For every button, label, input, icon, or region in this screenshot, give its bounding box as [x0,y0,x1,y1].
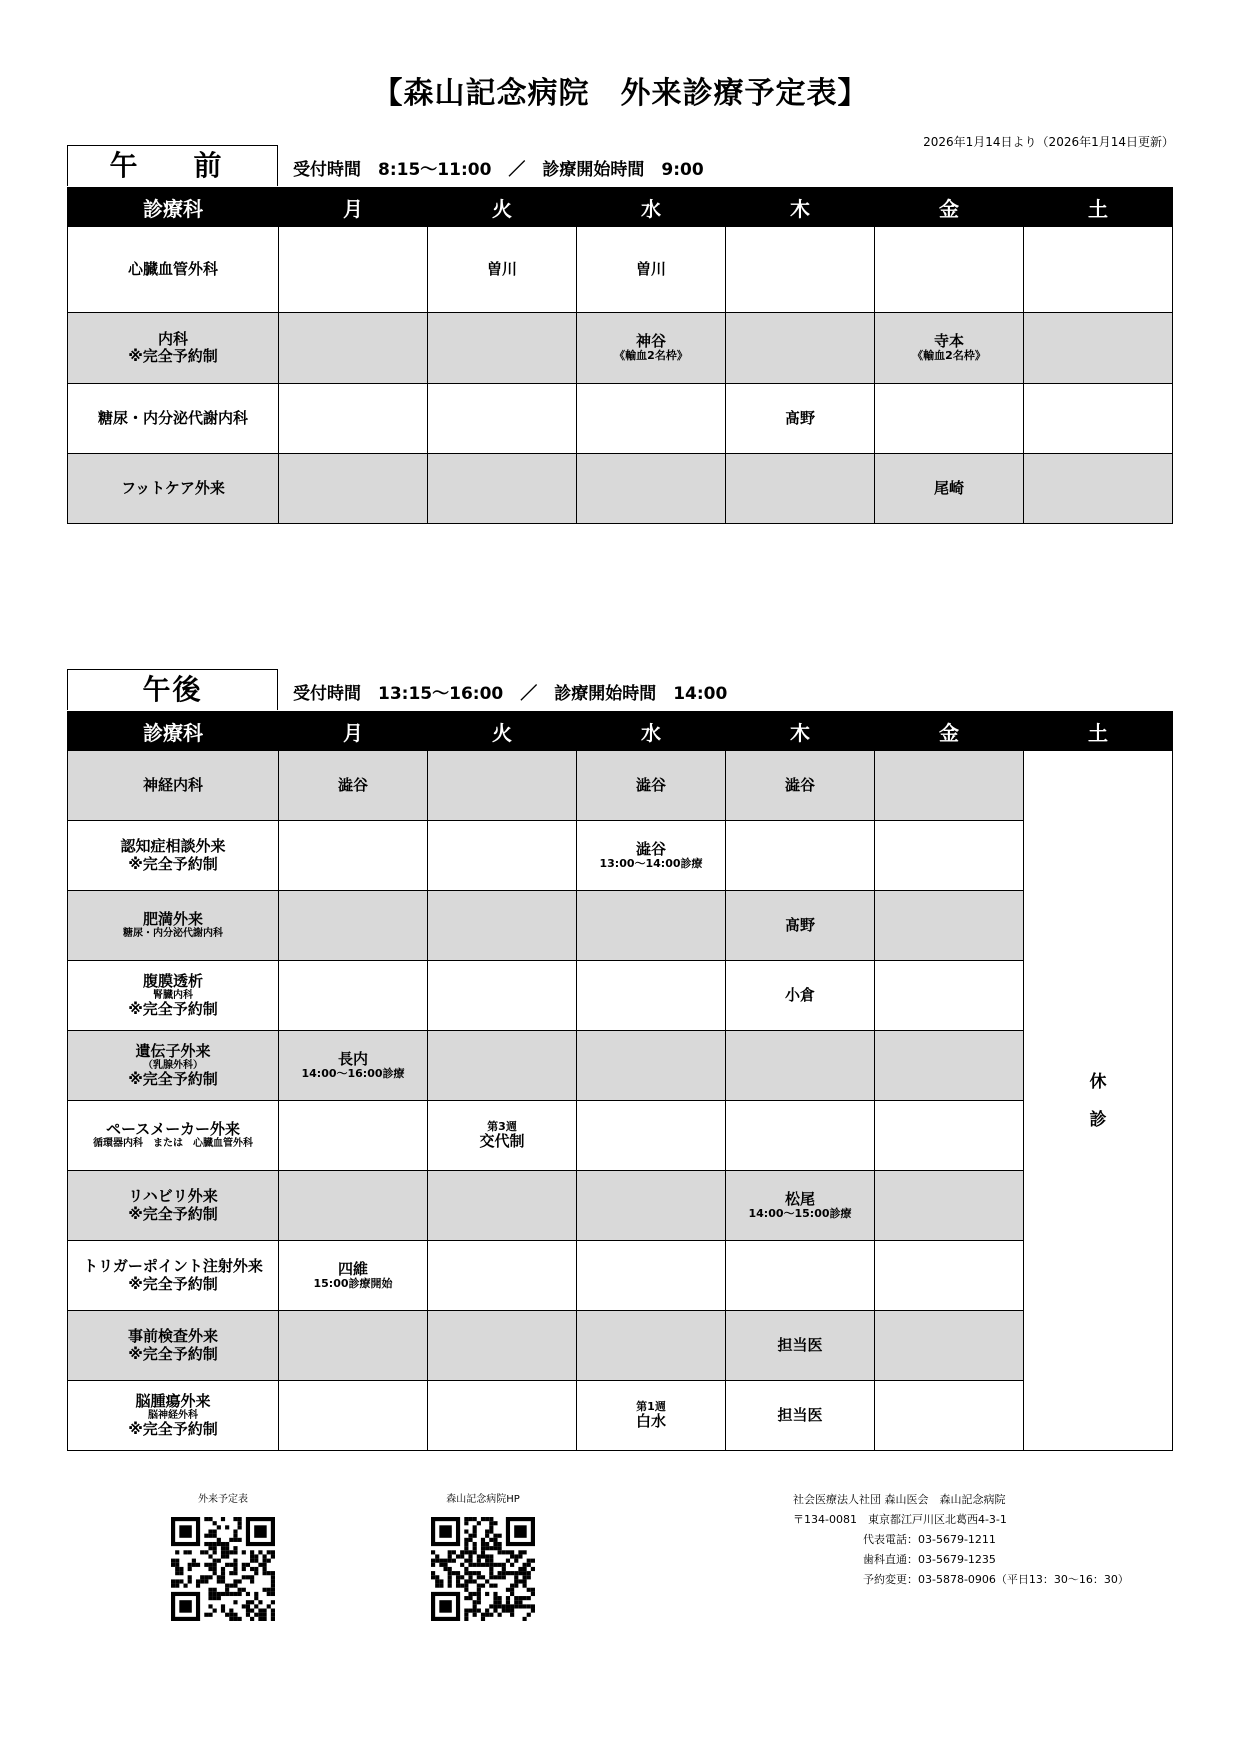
day-header: 木 [726,712,875,751]
doctor-cell [428,751,577,821]
dept-note: ※完全予約制 [128,1000,218,1019]
doctor-cell [279,1031,428,1101]
dept-name: リハビリ外来 [128,1187,218,1206]
doctor-cell [428,313,577,384]
doctor-name: 松尾 [784,1189,815,1208]
doctor-cell [577,1171,726,1241]
doctor-cell [577,227,726,313]
doctor-cell [726,1311,875,1381]
doctor-cell [726,821,875,891]
afternoon-schedule [67,669,1173,1451]
table-row [68,751,1173,821]
doctor-cell [726,384,875,454]
day-header: 月 [279,188,428,227]
doctor-name: 交代制 [479,1132,525,1151]
doctor-name: 寺本 [933,332,964,351]
dept-name: 肥満外来 [142,910,203,929]
doctor-cell [875,1381,1024,1451]
doctor-cell [428,227,577,313]
doctor-name: 澁谷 [635,839,666,858]
doctor-note: 15:00診療開始 [313,1276,393,1290]
doctor-cell [577,961,726,1031]
saturday-closed-cell [1024,751,1173,1451]
doctor-cell [875,1311,1024,1381]
doctor-cell [726,454,875,524]
table-row [68,1171,1173,1241]
doctor-name: 澁谷 [635,775,666,794]
morning-session-info: 受付時間 8:15～11:00 ／ 診療開始時間 9:00 [293,160,704,180]
doctor-cell [428,961,577,1031]
day-header: 木 [726,188,875,227]
doctor-cell [875,821,1024,891]
table-row [68,821,1173,891]
table-row [68,384,1173,454]
doctor-cell [875,751,1024,821]
doctor-cell [577,821,726,891]
doctor-cell [577,751,726,821]
doctor-cell [279,751,428,821]
doctor-cell [577,313,726,384]
doctor-cell [279,384,428,454]
dept-cell [68,1101,279,1171]
dept-cell [68,751,279,821]
dept-name: 腹膜透析 [142,971,203,990]
day-header: 金 [875,188,1024,227]
doctor-cell [577,1311,726,1381]
day-header: 水 [577,712,726,751]
afternoon-header-row [68,712,1173,751]
morning-session-label: 午 前 [67,145,278,186]
doctor-name: 澁谷 [784,775,815,794]
doctor-note: 14:00～16:00診療 [301,1066,405,1080]
doctor-cell [279,891,428,961]
dept-header: 診療科 [68,712,279,751]
dept-name: 脳腫瘍外来 [135,1391,211,1410]
doctor-cell [279,313,428,384]
doctor-cell [577,454,726,524]
doctor-cell [875,313,1024,384]
dept-header: 診療科 [68,188,279,227]
dept-note: ※完全予約制 [128,347,218,365]
doctor-name: 曽川 [486,259,517,278]
qr-code-icon[interactable] [171,1517,275,1621]
week-note: 第1週 [636,1399,666,1413]
doctor-cell [428,821,577,891]
dept-note: ※完全予約制 [128,1204,218,1223]
week-note: 第3週 [487,1119,517,1133]
doctor-cell [428,1311,577,1381]
doctor-cell [428,1381,577,1451]
dept-name: トリガーポイント注射外来 [83,1257,263,1276]
doctor-cell [577,1031,726,1101]
qr-schedule-block [153,1490,293,1621]
table-row [68,454,1173,524]
doctor-cell [875,1101,1024,1171]
doctor-cell [726,313,875,384]
dept-cell [68,384,279,454]
table-row [68,1031,1173,1101]
dept-note: ※完全予約制 [128,1344,218,1363]
doctor-cell [279,1241,428,1311]
dept-name: 内科 [157,329,188,348]
doctor-cell [875,1171,1024,1241]
doctor-note: 《輸血2名枠》 [912,349,986,363]
address-reservation: 予約変更：03-5878-0906（平日13：30～16：30） [863,1573,1129,1586]
doctor-cell [726,1031,875,1101]
doctor-cell [428,1031,577,1101]
table-row [68,1311,1173,1381]
dept-name: 認知症相談外来 [120,837,226,856]
doctor-cell [279,1171,428,1241]
doctor-cell [1024,384,1173,454]
dept-name: フットケア外来 [121,478,225,497]
dept-note: ※完全予約制 [128,1420,218,1439]
address-dental: 歯科直通：03-5679-1235 [863,1553,996,1566]
morning-schedule [67,145,1173,524]
doctor-cell [875,454,1024,524]
doctor-cell [726,227,875,313]
day-header: 火 [428,188,577,227]
doctor-cell [577,1101,726,1171]
day-header: 金 [875,712,1024,751]
dept-cell [68,891,279,961]
qr-schedule-label: 外来予定表 [198,1494,248,1505]
doctor-name: 四維 [337,1259,368,1278]
update-date: 2026年1月14日より（2026年1月14日更新） [923,135,1174,149]
doctor-cell [875,1241,1024,1311]
doctor-cell [1024,227,1173,313]
doctor-name: 澁谷 [337,775,368,794]
doctor-cell [279,1101,428,1171]
qr-website-block [413,1490,553,1621]
table-row [68,313,1173,384]
doctor-cell [428,1171,577,1241]
dept-subnote: 循環器内科 または 心臓血管外科 [93,1138,253,1150]
dept-cell [68,227,279,313]
doctor-cell [577,1241,726,1311]
doctor-cell [875,961,1024,1031]
dept-cell [68,1031,279,1101]
doctor-cell [279,454,428,524]
page-title: 【森山記念病院 外来診療予定表】 [372,76,869,111]
dept-name: 遺伝子外来 [135,1041,211,1060]
table-row [68,961,1173,1031]
closed-label: 診 [1089,1109,1107,1130]
table-row [68,1381,1173,1451]
table-row [68,1101,1173,1171]
afternoon-table [67,711,1173,1451]
doctor-name: 白水 [635,1412,666,1431]
dept-name: 糖尿・内分泌代謝内科 [97,408,248,427]
table-row [68,891,1173,961]
table-row [68,1241,1173,1311]
doctor-note: 13:00～14:00診療 [599,856,703,870]
doctor-cell [577,891,726,961]
doctor-cell [875,891,1024,961]
closed-label: 休 [1089,1071,1107,1092]
doctor-name: 神谷 [635,332,666,351]
dept-subnote: 腎臓内科 [153,989,193,1001]
doctor-name: 曽川 [635,259,666,278]
dept-cell [68,1241,279,1311]
doctor-cell [428,384,577,454]
morning-header-row [68,188,1173,227]
doctor-cell [428,891,577,961]
dept-subnote: 糖尿・内分泌代謝内科 [123,928,223,940]
doctor-cell [428,1101,577,1171]
doctor-name: 担当医 [777,1335,823,1354]
dept-cell [68,1171,279,1241]
qr-code-icon[interactable] [431,1517,535,1621]
doctor-cell [279,1311,428,1381]
day-header: 火 [428,712,577,751]
afternoon-session-label: 午後 [67,669,278,710]
doctor-name: 髙野 [784,915,815,934]
doctor-cell [726,1171,875,1241]
doctor-cell [1024,313,1173,384]
hospital-address [793,1490,1129,1590]
doctor-cell [875,227,1024,313]
day-header: 月 [279,712,428,751]
dept-cell [68,961,279,1031]
doctor-cell [726,891,875,961]
dept-cell [68,1311,279,1381]
doctor-cell [726,1381,875,1451]
doctor-cell [726,1241,875,1311]
address-phone: 代表電話：03-5679-1211 [863,1533,996,1546]
doctor-name: 小倉 [784,985,815,1004]
dept-name: ペースメーカー外来 [106,1120,240,1139]
qr-website-label: 森山記念病院HP [446,1494,520,1505]
dept-subnote: 脳神経外科 [148,1409,198,1421]
day-header: 土 [1024,188,1173,227]
afternoon-session-info: 受付時間 13:15～16:00 ／ 診療開始時間 14:00 [293,684,728,704]
doctor-cell [428,454,577,524]
doctor-name: 担当医 [777,1405,823,1424]
doctor-cell [1024,454,1173,524]
dept-cell [68,821,279,891]
doctor-cell [428,1241,577,1311]
doctor-name: 長内 [337,1049,368,1068]
doctor-cell [875,384,1024,454]
doctor-cell [279,1381,428,1451]
doctor-cell [726,1101,875,1171]
day-header: 水 [577,188,726,227]
dept-note: ※完全予約制 [128,854,218,873]
dept-note: ※完全予約制 [128,1070,218,1089]
dept-name: 事前検査外来 [127,1327,218,1346]
dept-cell [68,454,279,524]
address-line: 社会医療法人社団 森山医会 森山記念病院 [793,1493,1006,1506]
doctor-cell [726,751,875,821]
doctor-name: 髙野 [784,408,815,427]
doctor-cell [577,1381,726,1451]
dept-cell [68,313,279,384]
dept-cell [68,1381,279,1451]
table-row [68,227,1173,313]
doctor-note: 14:00～15:00診療 [748,1206,852,1220]
day-header: 土 [1024,712,1173,751]
doctor-name: 尾崎 [933,478,964,497]
dept-note: ※完全予約制 [128,1274,218,1293]
dept-name: 心臓血管外科 [127,259,218,278]
dept-name: 神経内科 [142,775,203,794]
footer [0,1490,1241,1690]
dept-subnote: （乳腺外科） [143,1059,203,1071]
doctor-cell [279,961,428,1031]
doctor-note: 《輸血2名枠》 [614,349,688,363]
morning-table [67,187,1173,524]
address-line: 〒134-0081 東京都江戸川区北葛西4-3-1 [793,1513,1007,1526]
doctor-cell [726,961,875,1031]
doctor-cell [279,821,428,891]
doctor-cell [875,1031,1024,1101]
doctor-cell [279,227,428,313]
doctor-cell [577,384,726,454]
